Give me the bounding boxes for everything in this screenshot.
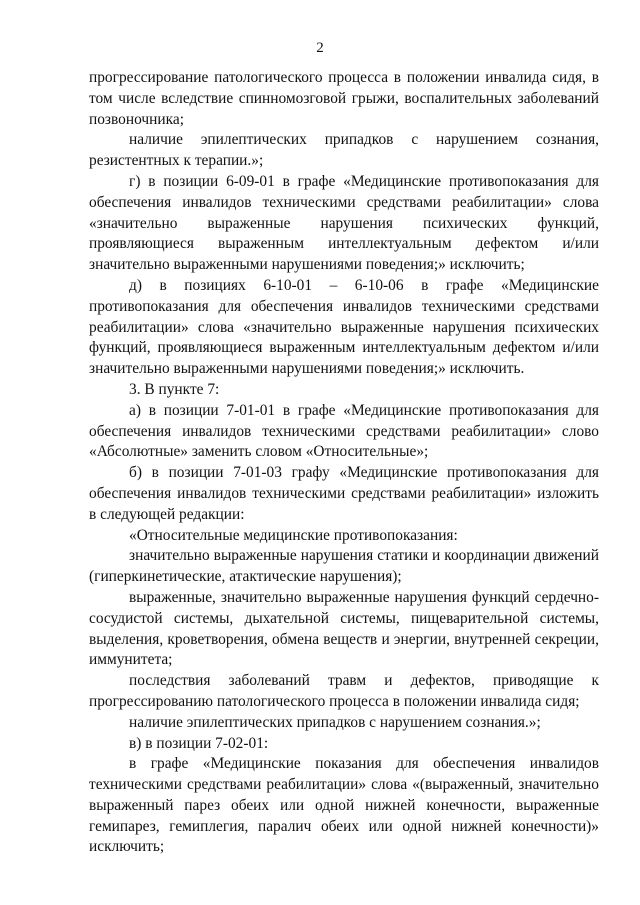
paragraph-item-d: д) в позициях 6-10-01 – 6-10-06 в графе «Медицинские противопоказания для обеспечения инвалидов техническими средствами реабилитации» слова «значительно выраженные нарушения психических функций, проявляющиеся выраженным интеллектуальным дефектом и/или значительно выраженными нарушениями поведения;» исключить. [89,276,599,378]
paragraph-item-b: б) в позиции 7-01-03 графу «Медицинские противопоказания для обеспечения инвалидов техническими средствами реабилитации» изложить в следующей редакции: [89,464,599,523]
paragraph: «Относительные медицинские противопоказания: [129,526,458,544]
document-body [89,68,599,858]
paragraph-continuation: прогрессирование патологического процесса в положении инвалида сидя, в том числе вследствие спинномозговой грыжи, воспалительных заболеваний позвоночника; [89,69,599,128]
page-number: 2 [316,40,324,56]
paragraph: наличие эпилептических припадков с нарушением сознания, резистентных к терапии.»; [89,131,599,170]
paragraph: значительно выраженные нарушения статики и координации движений (гиперкинетические, атактические нарушения); [89,547,599,586]
paragraph: наличие эпилептических припадков с нарушением сознания.»; [129,713,541,731]
paragraph: последствия заболеваний травм и дефектов, приводящие к прогрессированию патологического процесса в положении инвалида сидя; [89,672,599,710]
paragraph: выраженные, значительно выраженные нарушения функций сердечно-сосудистой системы, дыхательной системы, пищеварительной системы, выделения, кроветворения, обмена веществ и энергии, внутренней секреции, иммунитета; [89,588,599,669]
section-heading-point-7: 3. В пункте 7: [129,380,220,398]
paragraph-item-a: а) в позиции 7-01-01 в графе «Медицинские противопоказания для обеспечения инвалидов техническими средствами реабилитации» слово «Абсолютные» заменить словом «Относительные»; [89,401,599,461]
paragraph-item-g: г) в позиции 6-09-01 в графе «Медицинские противопоказания для обеспечения инвалидов техническими средствами реабилитации» слова «значительно выраженные нарушения психических функций, проявляющиеся выраженным интеллектуальным дефектом и/или значительно выраженными нарушениями поведения;» исключить; [89,172,599,274]
paragraph-item-v: в) в позиции 7-02-01: [129,734,269,752]
paragraph: в графе «Медицинские показания для обеспечения инвалидов техническими средствами реабилитации» слова «(выраженный, значительно выраженный парез обеих или одной нижней конечности, выраженные гемипарез, гемиплегия, паралич обеих или одной нижней конечности)» исключить; [89,755,599,856]
